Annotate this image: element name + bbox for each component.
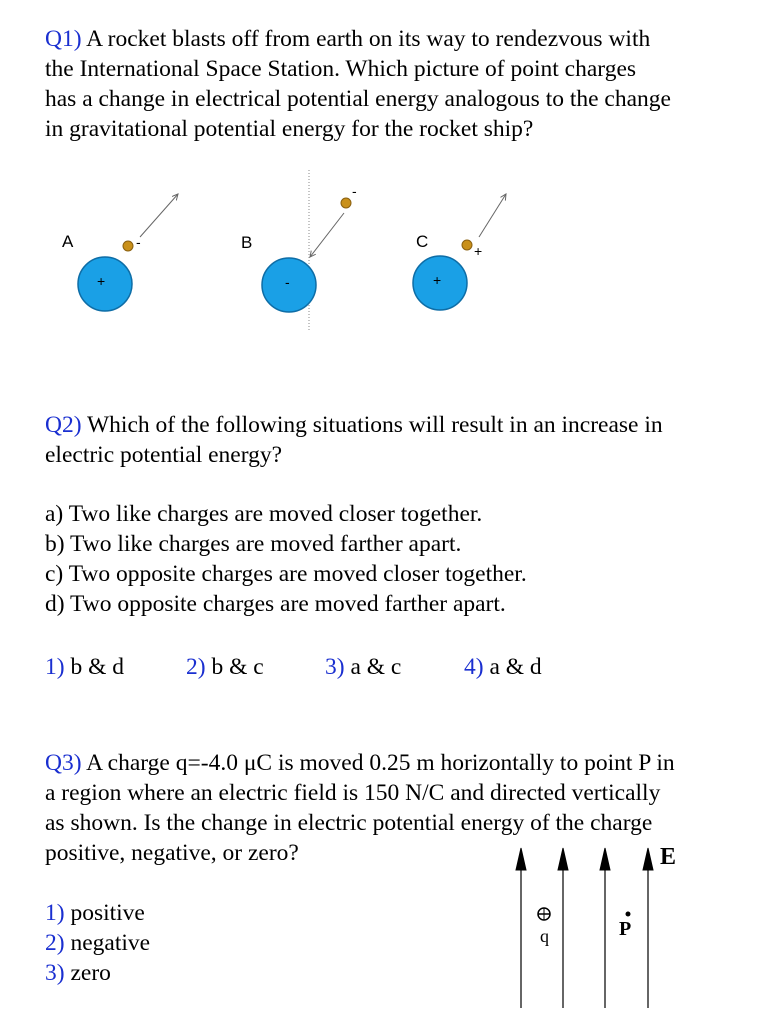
q2-answer-3: 3) a & c — [325, 654, 402, 680]
label-a: A — [62, 232, 74, 251]
q2-option-c: c) Two opposite charges are moved closer together. — [45, 561, 527, 587]
field-line-4 — [643, 848, 653, 1008]
q2-answer-2: 2) b & c — [186, 654, 264, 680]
q1-line-4: in gravitational potential energy for the rocket ship? — [45, 116, 534, 142]
q3-answer-1: 1) positive — [45, 900, 145, 926]
q1-line-1: Q1) A rocket blasts off from earth on its way to rendezvous with — [45, 26, 651, 52]
q2-option-b: b) Two like charges are moved farther apart. — [45, 531, 462, 557]
question-2 — [45, 410, 663, 470]
question-1 — [45, 24, 671, 144]
field-line-1 — [516, 848, 526, 1008]
q1-line-2: the International Space Station. Which picture of point charges — [45, 56, 637, 82]
q2-option-d: d) Two opposite charges are moved farther apart. — [45, 591, 506, 617]
point-label-p: P — [619, 918, 632, 940]
small-charge-b — [341, 198, 351, 208]
field-label-e: E — [660, 844, 677, 870]
small-charge-b-sign: - — [352, 183, 357, 199]
label-c: C — [416, 232, 429, 251]
q2-option-a: a) Two like charges are moved closer together. — [45, 501, 483, 527]
large-charge-a-sign: + — [97, 273, 106, 289]
point-charge-figure — [0, 160, 768, 340]
q1-number: Q1) — [45, 26, 82, 52]
q2-line-1: Q2) Which of the following situations will result in an increase in — [45, 412, 663, 438]
q3-line-4: positive, negative, or zero? — [45, 840, 299, 866]
charge-label-q: q — [540, 926, 549, 946]
arrow-b — [310, 213, 344, 257]
q3-answer-2: 2) negative — [45, 930, 151, 956]
large-charge-b-sign: - — [285, 274, 290, 290]
q3-line-3: as shown. Is the change in electric potential energy of the charge — [45, 810, 653, 836]
arrow-c — [479, 194, 506, 237]
point-p-dot — [626, 912, 631, 917]
q2-answer-1: 1) b & d — [45, 654, 124, 680]
q3-line-2: a region where an electric field is 150 N/C and directed vertically — [45, 780, 661, 806]
electric-field-figure — [500, 840, 680, 1010]
q3-answer-3: 3) zero — [45, 960, 111, 986]
q2-options — [45, 499, 527, 619]
small-charge-a-sign: - — [136, 234, 141, 250]
q2-line-2: electric potential energy? — [45, 442, 283, 468]
small-charge-a — [123, 241, 133, 251]
q3-answers — [45, 898, 150, 988]
label-b: B — [241, 233, 253, 252]
arrow-a — [140, 194, 178, 237]
q2-answer-4: 4) a & d — [464, 654, 542, 680]
small-charge-c — [462, 240, 472, 250]
small-charge-c-sign: + — [474, 243, 483, 259]
field-line-2 — [558, 848, 568, 1008]
q1-line-3: has a change in electrical potential energy analogous to the change — [45, 86, 671, 112]
q3-line-1: Q3) A charge q=-4.0 μC is moved 0.25 m horizontally to point P in — [45, 750, 675, 776]
large-charge-c-sign: + — [433, 272, 442, 288]
q2-number: Q2) — [45, 412, 82, 438]
q3-number: Q3) — [45, 750, 82, 776]
field-line-3 — [600, 848, 610, 1008]
